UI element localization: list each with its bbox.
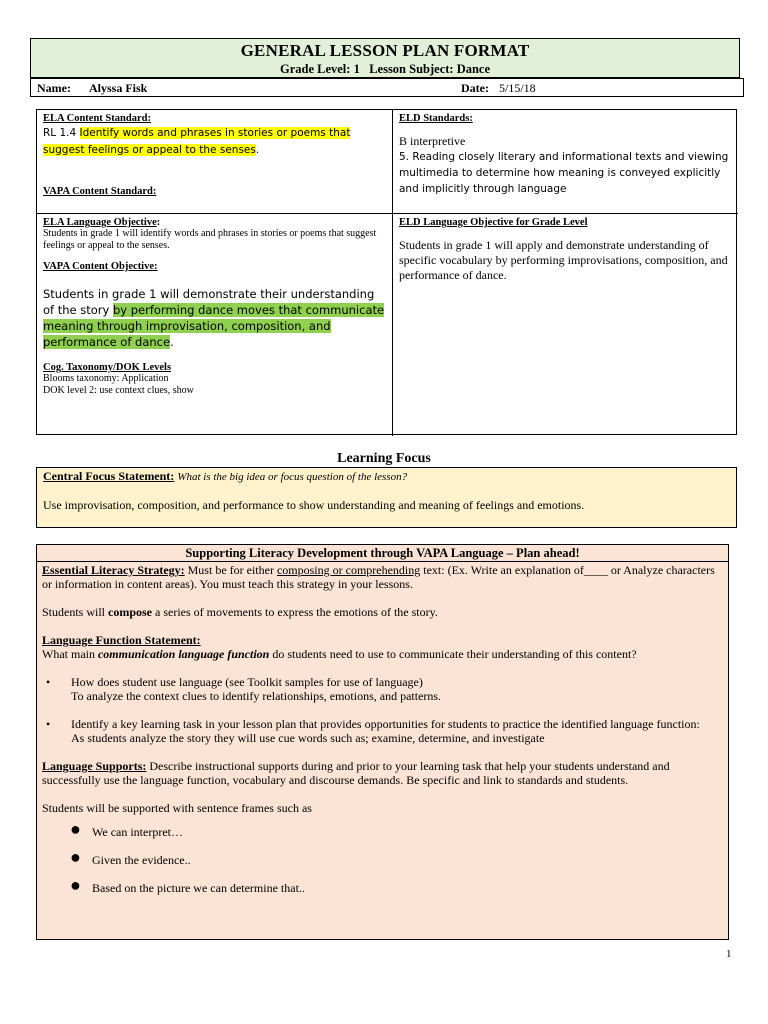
essential-literacy-strategy [42, 563, 723, 591]
literacy-heading: Supporting Literacy Development through VAPA Language – Plan ahead! [37, 545, 728, 562]
ela-language-objective-heading [43, 217, 386, 228]
ela-content-standard-heading: ELA Content Standard: [43, 113, 151, 124]
central-focus-text: Use improvisation, composition, and performance to show understanding and meaning of feelings and emotions. [43, 498, 585, 512]
eld-standard-text [399, 149, 732, 197]
list-item [42, 819, 723, 853]
sentence-frame-2: Given the evidence.. [92, 853, 191, 867]
bullet-icon: ● [70, 875, 81, 895]
compose-post: a series of movements to express the emotions of the story. [152, 605, 438, 619]
subject-value: Dance [456, 62, 491, 76]
compose-pre: Students will [42, 605, 109, 619]
els-text-1: Must be for either [184, 563, 277, 577]
vapa-objective-part1: Students in grade 1 will demonstrate their understanding of the story [43, 287, 375, 317]
literacy-body [37, 562, 728, 910]
eld-objective-heading: ELD Language Objective for Grade Level [399, 217, 588, 228]
date-value: 5/15/18 [499, 81, 536, 95]
bullet2-line2: As students analyze the story they will use cue words such as; examine, determine, and investigate [71, 731, 545, 745]
bullet2-line1: Identify a key learning task in your lesson plan that provides opportunities for students to practice the identified language function: [71, 717, 700, 731]
ela-language-objective-colon: : [156, 217, 161, 228]
sentence-frame-3: Based on the picture we can determine that.. [92, 881, 305, 895]
page-title: GENERAL LESSON PLAN FORMAT [240, 41, 530, 60]
list-item [42, 717, 723, 745]
ela-content-standard-cell [37, 110, 393, 214]
essential-literacy-label: Essential Literacy Strategy: [42, 563, 185, 577]
bullet1-line1: How does student use language (see Toolkit samples for use of language) [71, 675, 423, 689]
lfs-emphasis: communication language function [97, 647, 270, 661]
date-label: Date: [461, 81, 489, 95]
blooms-taxonomy-text: Blooms taxonomy: Application [43, 373, 169, 384]
bullet-icon: • [46, 717, 51, 731]
eld-standard-num: 5. [399, 151, 410, 163]
standards-table [36, 109, 737, 435]
bullet-icon: ● [70, 819, 81, 839]
eld-standards-heading: ELD Standards: [399, 113, 473, 124]
name-label: Name: [37, 81, 71, 95]
els-underlined: composing or comprehending [276, 563, 421, 577]
central-focus-question: What is the big idea or focus question of the lesson? [177, 471, 408, 483]
language-supports [42, 759, 723, 787]
bullet1-line2: To analyze the context clues to identify relationships, emotions, and patterns. [71, 689, 442, 703]
grade-value: 1 [353, 62, 360, 76]
language-supports-text: Describe instructional supports during and prior to your learning task that help your students understand and successfully use the language function, vocabulary and discourse demands. Be specific and link to standards and students. [42, 759, 670, 787]
language-function-question [42, 647, 723, 661]
language-supports-label: Language Supports: [42, 759, 147, 773]
vapa-content-objective-text [43, 286, 386, 350]
header-box [30, 38, 740, 78]
ela-standard-text [43, 125, 386, 159]
name-date-row [30, 78, 744, 97]
name-value: Alyssa Fisk [89, 81, 148, 95]
lfs-post: do students need to use to communicate their understanding of this content? [269, 647, 637, 661]
ela-standard-code: RL 1.4 [43, 127, 77, 139]
bullet-icon: ● [70, 847, 81, 867]
language-function-label: Language Function Statement: [42, 633, 201, 647]
sentence-frames-intro: Students will be supported with sentence frames such as [42, 801, 312, 815]
central-focus-label: Central Focus Statement: [43, 469, 175, 483]
lfs-pre: What main [42, 647, 98, 661]
vapa-objective-period: . [170, 335, 174, 349]
vapa-content-standard-heading: VAPA Content Standard: [43, 186, 157, 197]
list-item [42, 847, 723, 881]
eld-interpretive: B interpretive [399, 134, 466, 148]
sentence-frame-1: We can interpret… [92, 825, 183, 839]
compose-statement [42, 605, 723, 619]
compose-bold: compose [108, 605, 153, 619]
ela-standard-highlight: Identify words and phrases in stories or poems that suggest feelings or appeal to the senses [43, 127, 351, 156]
subtitle [31, 62, 739, 77]
eld-standard-body: Reading closely literary and informational texts and viewing multimedia to determine how meaning is conveyed explicitly and implicitly through language [399, 151, 729, 195]
eld-objective-text: Students in grade 1 will apply and demonstrate understanding of specific vocabulary by performing improvisations, composition, and performance of dance. [399, 238, 728, 282]
eld-standards-cell [393, 110, 738, 214]
objectives-cell [37, 214, 393, 436]
grade-label: Grade Level: [279, 62, 351, 76]
ela-standard-period: . [255, 144, 260, 156]
els-text-2: text: (Ex. Write an explanation of____ or Analyze characters or information in content areas). You must teach this strategy in your lessons. [42, 563, 715, 591]
subject-label: Lesson Subject: [369, 62, 454, 76]
list-item [42, 675, 723, 703]
central-focus-box [36, 467, 737, 528]
literacy-development-box [36, 544, 729, 940]
vapa-objective-highlight: by performing dance moves that communicate meaning through improvisation, composition, and performance of dance [43, 303, 385, 349]
vapa-content-objective-heading: VAPA Content Objective: [43, 261, 158, 272]
cog-taxonomy-heading: Cog. Taxonomy/DOK Levels [43, 362, 172, 373]
dok-level-text: DOK level 2: use context clues, show [43, 385, 194, 396]
ela-language-objective-label: ELA Language Objective [43, 217, 157, 228]
page-number: 1 [726, 948, 732, 960]
eld-objective-cell [393, 214, 738, 436]
ela-language-objective-text: Students in grade 1 will identify words and phrases in stories or poems that suggest feelings or appeal to the senses. [43, 228, 377, 251]
bullet-icon: • [46, 675, 51, 689]
list-item [42, 875, 723, 909]
learning-focus-heading: Learning Focus [337, 451, 431, 466]
